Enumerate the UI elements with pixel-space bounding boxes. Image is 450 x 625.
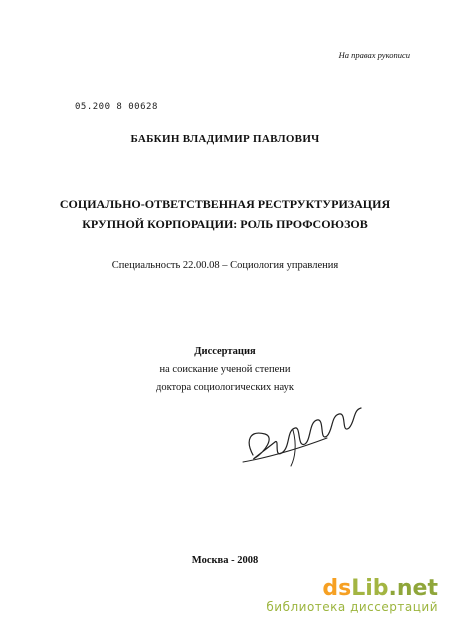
- dslib-logo: [266, 578, 438, 600]
- degree-line-1: на соискание ученой степени: [159, 364, 291, 375]
- dissertation-title: [0, 194, 450, 234]
- specialty-line: Специальность 22.00.08 – Социология управления: [111, 260, 339, 271]
- document-number-stamp: 05.200 8 00628: [75, 102, 158, 112]
- logo-part-net: .net: [388, 576, 438, 601]
- copyright-note: На правах рукописи: [338, 50, 410, 60]
- title-line-1: СОЦИАЛЬНО-ОТВЕТСТВЕННАЯ РЕСТРУКТУРИЗАЦИЯ: [59, 197, 391, 211]
- handwritten-signature: [235, 400, 375, 475]
- logo-part-ds: ds: [322, 576, 352, 601]
- watermark-subtitle: библиотека диссертаций: [266, 600, 438, 614]
- dslib-watermark: [266, 578, 438, 614]
- title-line-2: КРУПНОЙ КОРПОРАЦИИ: РОЛЬ ПРОФСОЮЗОВ: [82, 217, 368, 231]
- author-name: БАБКИН ВЛАДИМИР ПАВЛОВИЧ: [130, 133, 320, 145]
- city-year: Москва - 2008: [191, 555, 259, 566]
- dissertation-label: Диссертация: [194, 346, 256, 357]
- degree-line-2: доктора социологических наук: [155, 382, 295, 393]
- logo-part-lib: Lib: [351, 576, 389, 601]
